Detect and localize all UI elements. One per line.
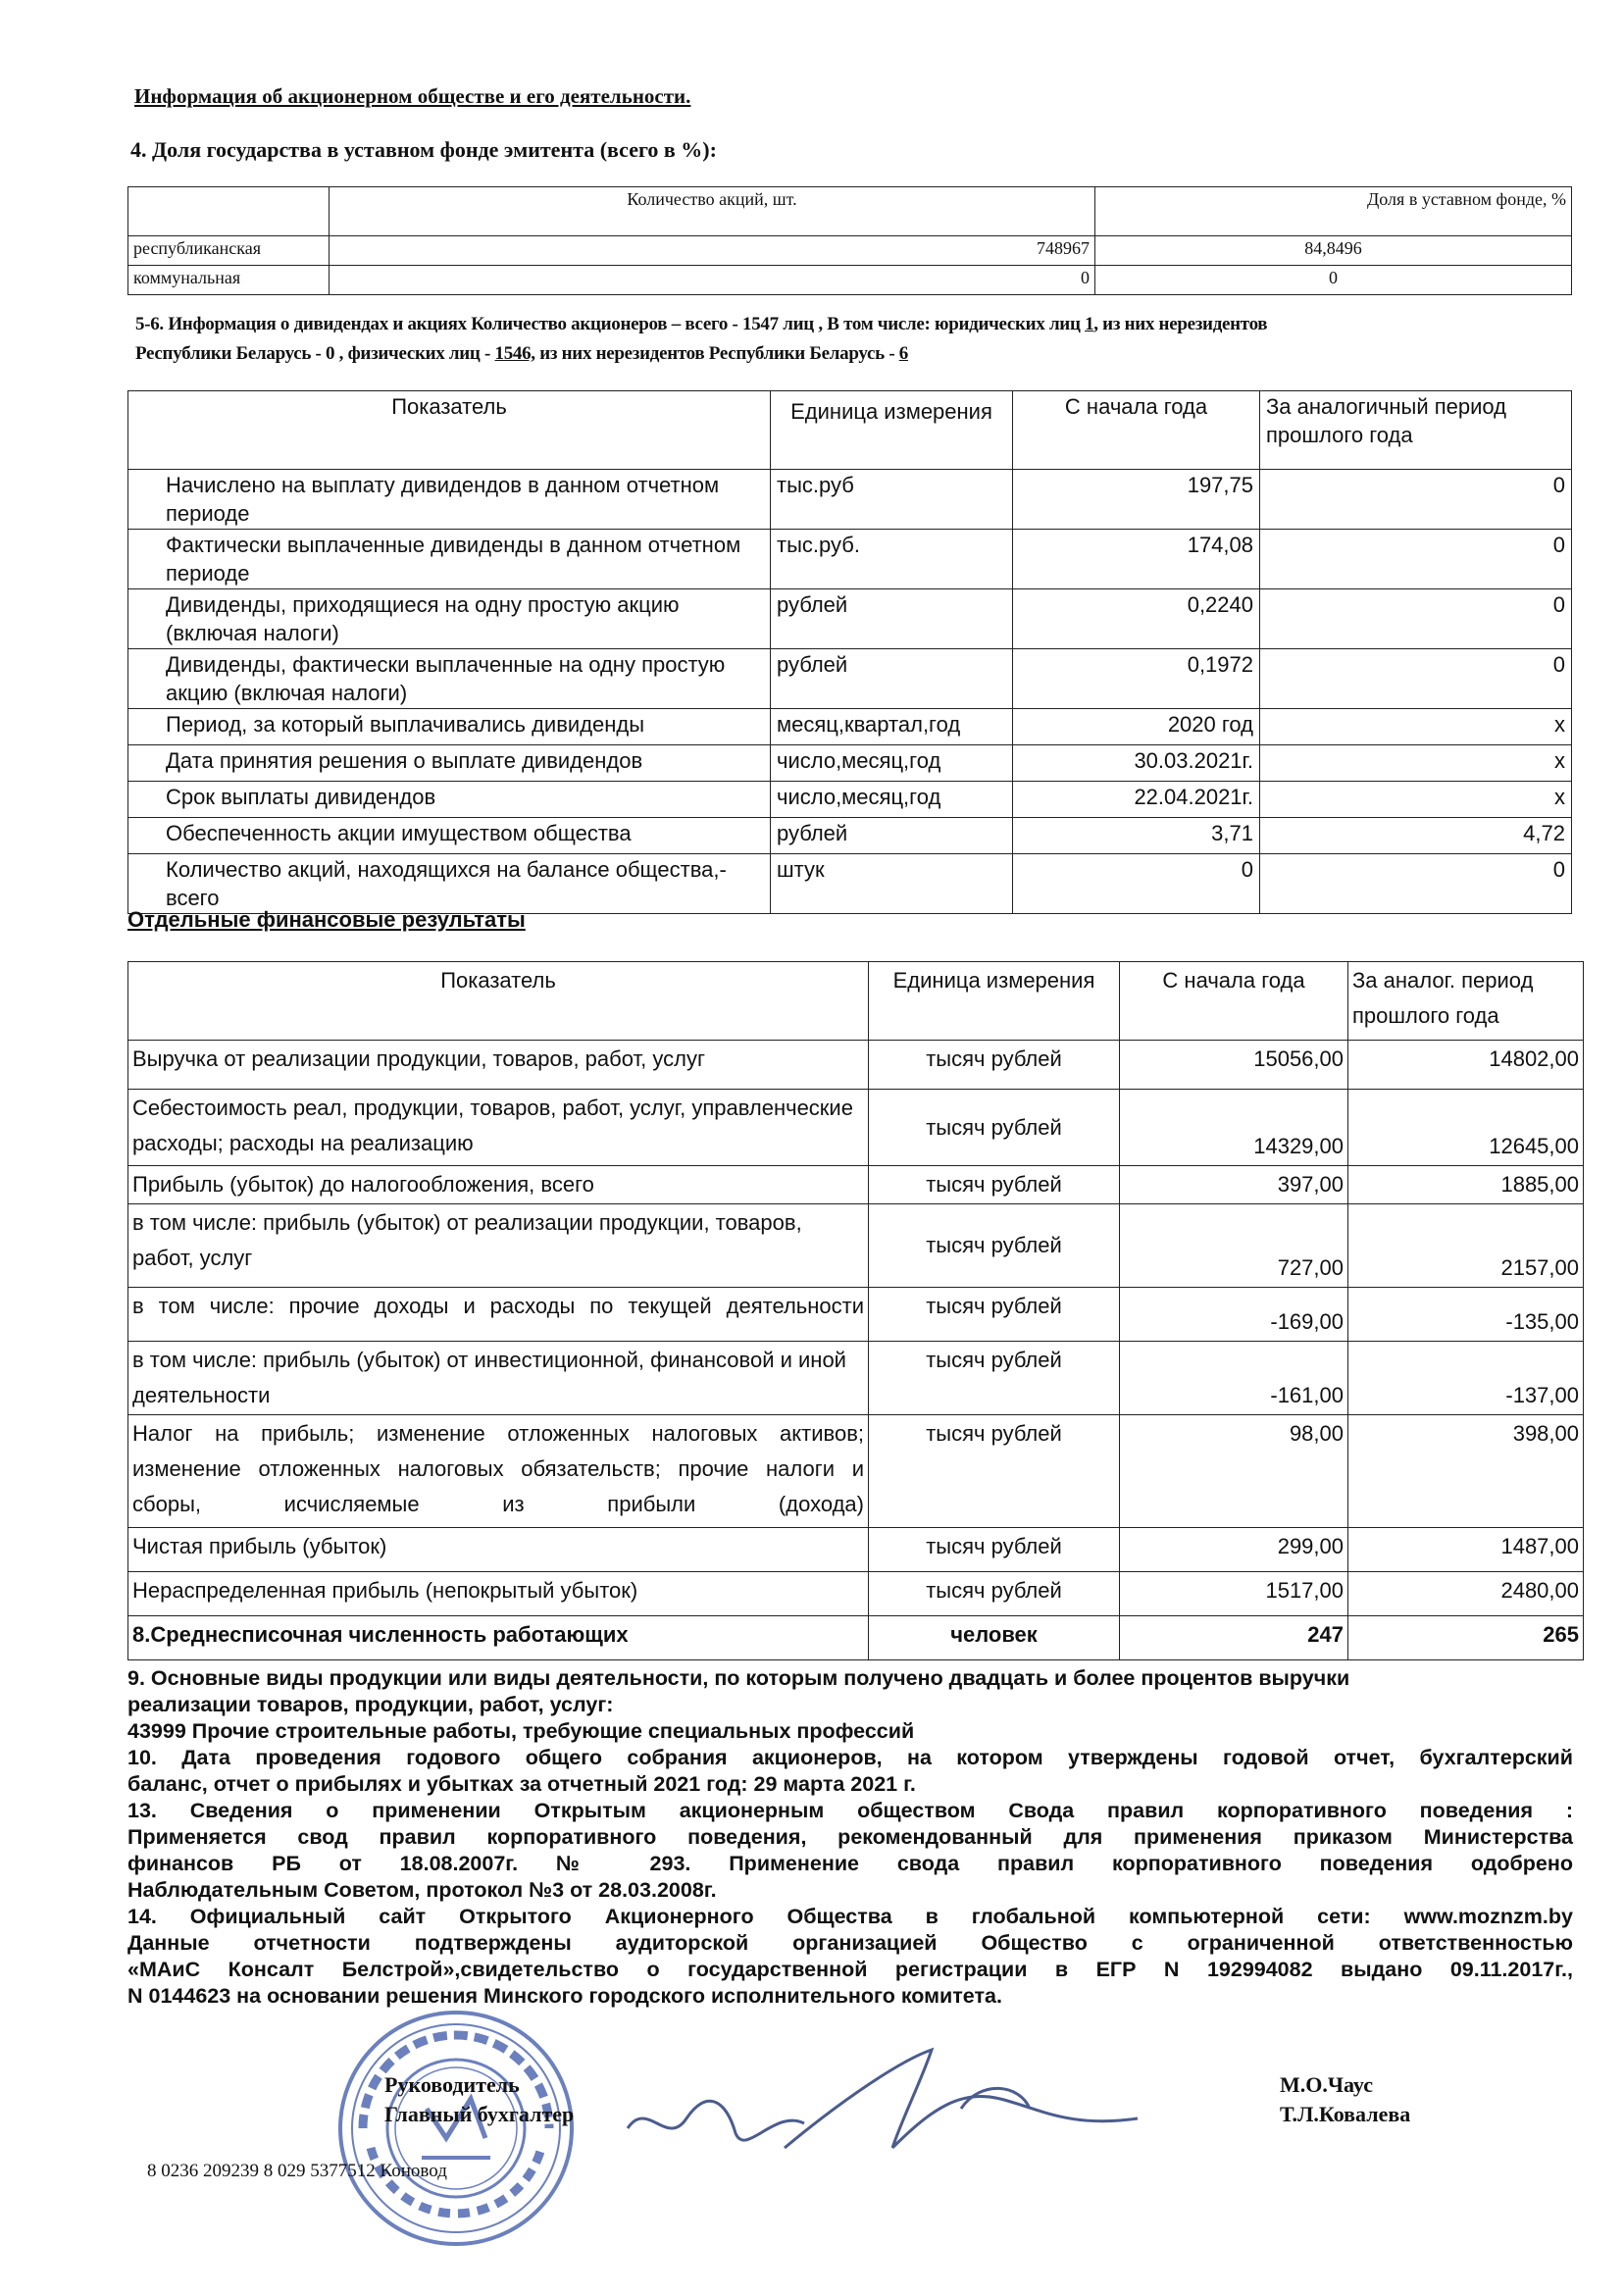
info-text: Республики Беларусь -: [135, 343, 327, 364]
current-value: 2020 год: [1013, 709, 1260, 745]
current-value: 174,08: [1013, 530, 1260, 589]
prior-value: 265: [1348, 1616, 1584, 1660]
info-text: , из них нерезидентов: [1093, 314, 1268, 334]
shareholders-line-1: [135, 310, 1567, 339]
column-header: С начала года: [1013, 391, 1260, 470]
table-row: [128, 709, 1572, 745]
current-value: 397,00: [1120, 1166, 1348, 1204]
table-row: [128, 470, 1572, 530]
financial-body: [128, 1041, 1584, 1660]
percent-value: 0: [1095, 266, 1572, 295]
accountant-role-label: Главный бухгалтер: [384, 2102, 575, 2126]
current-value: 197,75: [1013, 470, 1260, 530]
unit-value: тысяч рублей: [869, 1204, 1120, 1288]
unit-value: рублей: [771, 818, 1013, 854]
column-header: С начала года: [1120, 962, 1348, 1041]
section-13-line: Наблюдательным Советом, протокол №3 от 28.03.2008г.: [127, 1878, 717, 1902]
table-row: [128, 266, 1572, 295]
section-10-line: баланс, отчет о прибылях и убытках за отчетный 2021 год: 29 марта 2021 г.: [127, 1772, 916, 1796]
row-label: в том числе: прочие доходы и расходы по текущей деятельности: [128, 1288, 869, 1342]
unit-value: число,месяц,год: [771, 782, 1013, 818]
shareholders-line-2: [135, 339, 1567, 369]
shares-value: 0: [330, 266, 1095, 295]
unit-value: тысяч рублей: [869, 1572, 1120, 1616]
current-value: 0,2240: [1013, 589, 1260, 649]
info-text: из них нерезидентов Республики Беларусь -: [534, 343, 899, 364]
unit-value: тысяч рублей: [869, 1166, 1120, 1204]
row-label: коммунальная: [128, 266, 330, 295]
prior-value: 2157,00: [1348, 1204, 1584, 1288]
info-text: 5-6. Информация о дивидендах и акциях Количество акционеров – всего -: [135, 314, 743, 334]
section-14-line: N 0144623 на основании решения Минского городского исполнительного комитета.: [127, 1984, 1002, 2008]
table-header-row: [128, 962, 1584, 1041]
row-label: 8.Среднесписочная численность работающих: [128, 1616, 869, 1660]
state-share-table: [127, 186, 1572, 295]
prior-value: 1487,00: [1348, 1528, 1584, 1572]
section-14-line: «МАиС Консалт Белстрой»,свидетельство о государственной регистрации в ЕГР N 192994082 выдано 09.11.2017г.,: [127, 1958, 1573, 1981]
table-row: [128, 1616, 1584, 1660]
signature-mark: [608, 2040, 1157, 2177]
row-label: Прибыль (убыток) до налогообложения, всего: [128, 1166, 869, 1204]
row-label: в том числе: прибыль (убыток) от реализации продукции, товаров, работ, услуг: [128, 1204, 869, 1288]
contact-phones: 8 0236 209239 8 029 5377512 Коновод: [147, 2161, 447, 2181]
shares-value: 748967: [330, 236, 1095, 266]
row-label: республиканская: [128, 236, 330, 266]
section-9-line: 9. Основные виды продукции или виды деятельности, по которым получено двадцать и более процентов выручки: [127, 1666, 1350, 1690]
current-value: 0,1972: [1013, 649, 1260, 709]
table-header-row: [128, 187, 1572, 236]
info-text: , физических лиц -: [334, 343, 495, 364]
table-row: [128, 818, 1572, 854]
head-name: М.О.Чаус: [1280, 2072, 1373, 2097]
current-value: 22.04.2021г.: [1013, 782, 1260, 818]
section-14-line: 14. Официальный сайт Открытого Акционерного Общества в глобальной компьютерной сети: www.moznzm.by: [127, 1905, 1573, 1928]
current-value: 15056,00: [1120, 1041, 1348, 1090]
section-13-line: 13. Сведения о применении Открытым акционерным обществом Свода правил корпоративного поведения :: [127, 1799, 1573, 1822]
prior-value: 0: [1260, 530, 1572, 589]
table-row: [128, 1166, 1584, 1204]
current-value: -169,00: [1120, 1288, 1348, 1342]
report-sections: [127, 1665, 1573, 2010]
table-row: [128, 1204, 1584, 1288]
total-shareholders: 1547: [742, 314, 779, 334]
accountant-name: Т.Л.Ковалева: [1280, 2102, 1411, 2126]
current-value: 3,71: [1013, 818, 1260, 854]
prior-value: 12645,00: [1348, 1090, 1584, 1166]
row-label: Обеспеченность акции имуществом общества: [128, 818, 771, 854]
unit-value: тысяч рублей: [869, 1041, 1120, 1090]
row-label: в том числе: прибыль (убыток) от инвестиционной, финансовой и иной деятельности: [128, 1342, 869, 1415]
column-header: Единица измерения: [771, 391, 1013, 470]
row-label: Налог на прибыль; изменение отложенных налоговых активов; изменение отложенных налоговых обязательств; прочие налоги и сборы, исчисляемые из прибыли (дохода): [128, 1415, 869, 1528]
table-row: [128, 1342, 1584, 1415]
dividends-table: [127, 390, 1572, 914]
dividends-body: [128, 470, 1572, 914]
column-header: Доля в уставном фонде, %: [1095, 187, 1572, 236]
unit-value: тыс.руб.: [771, 530, 1013, 589]
current-value: 299,00: [1120, 1528, 1348, 1572]
section-9-activity: 43999 Прочие строительные работы, требующие специальных профессий: [127, 1719, 915, 1743]
current-value: 1517,00: [1120, 1572, 1348, 1616]
unit-value: месяц,квартал,год: [771, 709, 1013, 745]
prior-value: x: [1260, 782, 1572, 818]
table-row: [128, 589, 1572, 649]
row-label: Период, за который выплачивались дивиденды: [128, 709, 771, 745]
table-row: [128, 1041, 1584, 1090]
prior-value: 0: [1260, 589, 1572, 649]
row-label: Дата принятия решения о выплате дивидендов: [128, 745, 771, 782]
percent-value: 84,8496: [1095, 236, 1572, 266]
row-label: Фактически выплаченные дивиденды в данном отчетном периоде: [128, 530, 771, 589]
column-header: За аналогичный период прошлого года: [1260, 391, 1572, 470]
table-row: [128, 236, 1572, 266]
prior-value: 1885,00: [1348, 1166, 1584, 1204]
prior-value: 4,72: [1260, 818, 1572, 854]
table-cell-empty: [128, 187, 330, 236]
row-label: Дивиденды, приходящиеся на одну простую акцию (включая налоги): [128, 589, 771, 649]
prior-value: -135,00: [1348, 1288, 1584, 1342]
unit-value: тысяч рублей: [869, 1090, 1120, 1166]
unit-value: тысяч рублей: [869, 1288, 1120, 1342]
table-row: [128, 649, 1572, 709]
unit-value: число,месяц,год: [771, 745, 1013, 782]
unit-value: тысяч рублей: [869, 1415, 1120, 1528]
section-4-title: 4. Доля государства в уставном фонде эмитента (всего в %):: [130, 137, 717, 162]
section-9-line: реализации товаров, продукции, работ, услуг:: [127, 1693, 614, 1716]
unit-value: тысяч рублей: [869, 1528, 1120, 1572]
current-value: 727,00: [1120, 1204, 1348, 1288]
prior-value: 2480,00: [1348, 1572, 1584, 1616]
legal-nonresidents-count: 0: [326, 343, 335, 364]
table-row: [128, 1090, 1584, 1166]
table-row: [128, 1415, 1584, 1528]
table-row: [128, 854, 1572, 914]
column-header: Единица измерения: [869, 962, 1120, 1041]
individuals-count: 1546,: [494, 343, 535, 364]
unit-value: тыс.руб: [771, 470, 1013, 530]
head-role-label: Руководитель: [384, 2072, 520, 2097]
column-header: Показатель: [128, 391, 771, 470]
table-row: [128, 1528, 1584, 1572]
table-row: [128, 1288, 1584, 1342]
current-value: 98,00: [1120, 1415, 1348, 1528]
row-label: Начислено на выплату дивидендов в данном отчетном периоде: [128, 470, 771, 530]
current-value: 14329,00: [1120, 1090, 1348, 1166]
page-heading: Информация об акционерном обществе и его деятельности.: [134, 84, 691, 108]
table-row: [128, 745, 1572, 782]
section-14-line: Данные отчетности подтверждены аудиторской организацией Общество с ограниченной ответственностью: [127, 1931, 1573, 1955]
unit-value: тысяч рублей: [869, 1342, 1120, 1415]
unit-value: рублей: [771, 649, 1013, 709]
row-label: Срок выплаты дивидендов: [128, 782, 771, 818]
current-value: 30.03.2021г.: [1013, 745, 1260, 782]
financial-results-title: Отдельные финансовые результаты: [127, 907, 526, 932]
table-header-row: [128, 391, 1572, 470]
info-text: лиц , В том числе: юридических лиц: [778, 314, 1086, 334]
section-10-line: 10. Дата проведения годового общего собрания акционеров, на котором утверждены годовой отчет, бухгалтерский: [127, 1746, 1573, 1769]
section-13-line: Применяется свод правил корпоративного поведения, рекомендованный для применения приказом Министерства: [127, 1825, 1573, 1849]
current-value: 0: [1013, 854, 1260, 914]
prior-value: 14802,00: [1348, 1041, 1584, 1090]
legal-entities-count: 1: [1085, 314, 1094, 334]
unit-value: штук: [771, 854, 1013, 914]
section-13-line: финансов РБ от 18.08.2007г. № 293. Применение свода правил корпоративного поведения одобрено: [127, 1852, 1573, 1875]
prior-value: 0: [1260, 470, 1572, 530]
prior-value: 398,00: [1348, 1415, 1584, 1528]
row-label: Выручка от реализации продукции, товаров, работ, услуг: [128, 1041, 869, 1090]
row-label: Дивиденды, фактически выплаченные на одну простую акцию (включая налоги): [128, 649, 771, 709]
table-row: [128, 530, 1572, 589]
current-value: 247: [1120, 1616, 1348, 1660]
prior-value: x: [1260, 709, 1572, 745]
prior-value: -137,00: [1348, 1342, 1584, 1415]
unit-value: рублей: [771, 589, 1013, 649]
unit-value: человек: [869, 1616, 1120, 1660]
column-header: Показатель: [128, 962, 869, 1041]
row-label: Себестоимость реал, продукции, товаров, работ, услуг, управленческие расходы; расходы на реализацию: [128, 1090, 869, 1166]
row-label: Чистая прибыль (убыток): [128, 1528, 869, 1572]
table-row: [128, 1572, 1584, 1616]
prior-value: x: [1260, 745, 1572, 782]
row-label: Нераспределенная прибыль (непокрытый убыток): [128, 1572, 869, 1616]
row-label: Количество акций, находящихся на балансе общества,- всего: [128, 854, 771, 914]
financial-results-table: [127, 961, 1584, 1660]
current-value: -161,00: [1120, 1342, 1348, 1415]
table-row: [128, 782, 1572, 818]
prior-value: 0: [1260, 854, 1572, 914]
column-header: Количество акций, шт.: [330, 187, 1095, 236]
shareholders-info: [135, 310, 1567, 369]
prior-value: 0: [1260, 649, 1572, 709]
individual-nonresidents-count: 6: [898, 343, 908, 364]
column-header: За аналог. период прошлого года: [1348, 962, 1584, 1041]
